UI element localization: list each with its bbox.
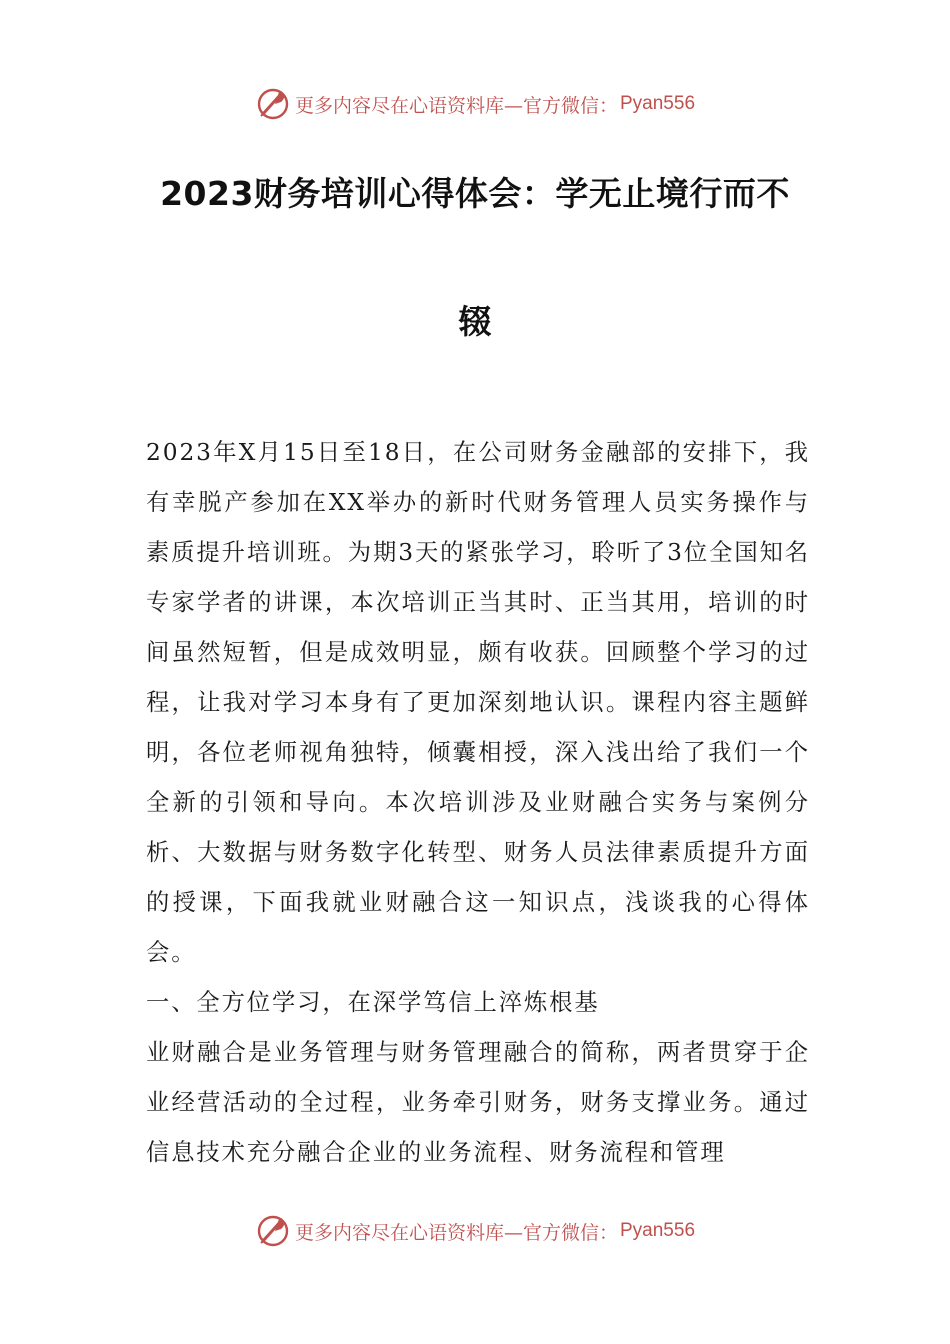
- watermark-text: 更多内容尽在心语资料库—官方微信：: [294, 94, 618, 117]
- document-title: 2023财务培训心得体会：学无止境行而不: [160, 174, 790, 213]
- wechat-id: Pyan556: [620, 93, 696, 114]
- document-title-continued: 辍: [458, 302, 492, 341]
- body-paragraph: 业财融合是业务管理与财务管理融合的简称，两者贯穿于企业经营活动的全过程，业务牵引财务，财务支撑业务。通过信息技术充分融合企业的业务流程、财务流程和管理: [146, 1039, 810, 1166]
- quill-logo-icon: [255, 86, 291, 122]
- section-heading: 一、全方位学习，在深学笃信上淬炼根基: [146, 989, 600, 1016]
- wechat-id: Pyan556: [620, 1220, 696, 1241]
- quill-logo-icon: [255, 1213, 291, 1249]
- document-body: [146, 428, 810, 1178]
- watermark-banner-top: [0, 84, 950, 124]
- watermark-banner-bottom: [0, 1211, 950, 1251]
- body-paragraph: 2023年X月15日至18日，在公司财务金融部的安排下，我有幸脱产参加在XX举办的新时代财务管理人员实务操作与素质提升培训班。为期3天的紧张学习，聆听了3位全国知名专家学者的讲课，本次培训正当其时、正当其用，培训的时间虽然短暂，但是成效明显，颇有收获。回顾整个学习的过程，让我对学习本身有了更加深刻地认识。课程内容主题鲜明，各位老师视角独特，倾囊相授，深入浅出给了我们一个全新的引领和导向。本次培训涉及业财融合实务与案例分析、大数据与财务数字化转型、财务人员法律素质提升方面的授课，下面我就业财融合这一知识点，浅谈我的心得体会。: [146, 439, 810, 966]
- watermark-text: 更多内容尽在心语资料库—官方微信：: [294, 1221, 618, 1244]
